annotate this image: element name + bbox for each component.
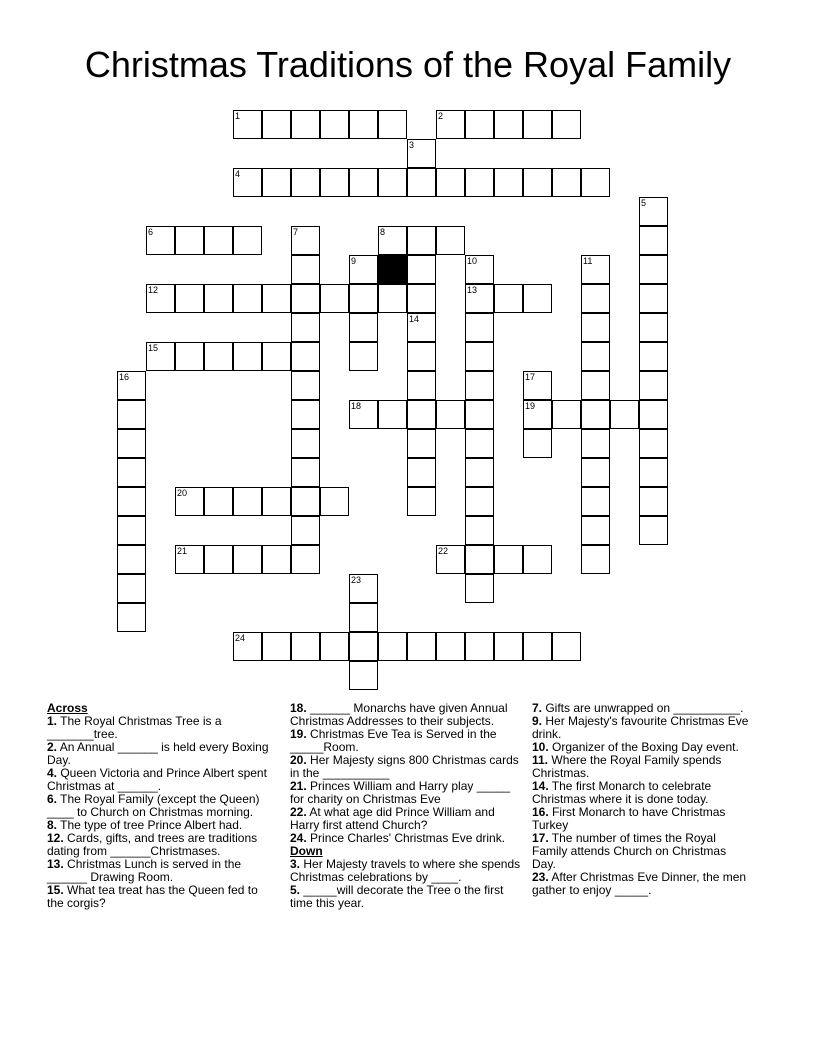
grid-cell[interactable] — [407, 226, 436, 255]
clue-text: _____will decorate the Tree o the first time this year. — [290, 883, 504, 910]
grid-cell[interactable] — [262, 168, 291, 197]
grid-cell[interactable] — [407, 139, 436, 168]
grid-cell[interactable] — [639, 516, 668, 545]
clue-number: 19 — [525, 401, 536, 411]
clue-number-label: 24. — [290, 831, 307, 845]
grid-cell[interactable] — [436, 632, 465, 661]
clues-column-2 — [290, 702, 524, 910]
grid-cell[interactable] — [494, 168, 523, 197]
grid-cell[interactable] — [552, 400, 581, 429]
grid-cell[interactable] — [465, 168, 494, 197]
clue-number-label: 18. — [290, 701, 307, 715]
clue-number-label: 22. — [290, 805, 307, 819]
grid-cell[interactable] — [552, 110, 581, 139]
grid-cell[interactable] — [175, 342, 204, 371]
grid-cell[interactable] — [349, 661, 378, 690]
clue-number: 16 — [119, 372, 130, 382]
grid-cell[interactable] — [117, 458, 146, 487]
grid-cell[interactable] — [581, 168, 610, 197]
grid-cell[interactable] — [262, 487, 291, 516]
grid-cell[interactable] — [233, 168, 262, 197]
clue-number: 21 — [177, 546, 188, 556]
grid-cell[interactable] — [639, 197, 668, 226]
clue-text: Prince Charles' Christmas Eve drink. — [306, 831, 506, 845]
grid-cell[interactable] — [349, 342, 378, 371]
grid-cell[interactable] — [407, 632, 436, 661]
grid-cell[interactable] — [465, 545, 494, 574]
grid-cell[interactable] — [204, 545, 233, 574]
grid-cell[interactable] — [320, 487, 349, 516]
clue-number-label: 10. — [532, 740, 549, 754]
down-clues-column-3 — [532, 702, 752, 897]
clue-item — [290, 754, 524, 780]
clue-item — [532, 780, 752, 806]
clue-number: 14 — [409, 314, 420, 324]
grid-cell[interactable] — [436, 226, 465, 255]
grid-cell[interactable] — [465, 574, 494, 603]
grid-cell[interactable] — [407, 284, 436, 313]
clue-number: 22 — [438, 546, 449, 556]
clue-item — [47, 767, 272, 793]
black-cell — [378, 255, 407, 284]
clue-text: The number of times the Royal Family attends Church on Christmas Day. — [532, 831, 727, 871]
clue-item — [290, 780, 524, 806]
grid-cell[interactable] — [523, 632, 552, 661]
grid-cell[interactable] — [639, 313, 668, 342]
grid-cell[interactable] — [117, 574, 146, 603]
grid-cell[interactable] — [233, 545, 262, 574]
grid-cell[interactable] — [465, 516, 494, 545]
grid-cell[interactable] — [291, 226, 320, 255]
grid-cell[interactable] — [523, 371, 552, 400]
clue-item — [47, 715, 272, 741]
clue-number: 20 — [177, 488, 188, 498]
grid-cell[interactable] — [465, 429, 494, 458]
clue-text: Christmas Eve Tea is Served in the _____Room. — [290, 727, 497, 754]
grid-cell[interactable] — [146, 284, 175, 313]
grid-cell[interactable] — [204, 284, 233, 313]
grid-cell[interactable] — [233, 632, 262, 661]
grid-cell[interactable] — [204, 487, 233, 516]
clue-text: Her Majesty signs 800 Christmas cards in the __________ — [290, 753, 519, 780]
clue-number: 11 — [583, 256, 593, 266]
grid-cell[interactable] — [233, 487, 262, 516]
grid-cell[interactable] — [117, 429, 146, 458]
grid-cell[interactable] — [320, 632, 349, 661]
grid-cell[interactable] — [407, 342, 436, 371]
grid-cell[interactable] — [465, 255, 494, 284]
grid-cell[interactable] — [378, 226, 407, 255]
grid-cell[interactable] — [146, 226, 175, 255]
grid-cell[interactable] — [407, 168, 436, 197]
clue-number: 6 — [148, 227, 154, 237]
grid-cell[interactable] — [204, 226, 233, 255]
grid-cell[interactable] — [262, 284, 291, 313]
clue-number: 8 — [380, 227, 386, 237]
grid-cell[interactable] — [349, 400, 378, 429]
clue-number-label: 19. — [290, 727, 307, 741]
grid-cell[interactable] — [262, 342, 291, 371]
clue-text: ______ Monarchs have given Annual Christmas Addresses to their subjects. — [290, 701, 508, 728]
grid-cell[interactable] — [291, 487, 320, 516]
grid-cell[interactable] — [117, 400, 146, 429]
clue-text: An Annual ______ is held every Boxing Day. — [47, 740, 269, 767]
grid-cell[interactable] — [349, 632, 378, 661]
grid-cell[interactable] — [378, 400, 407, 429]
grid-cell[interactable] — [117, 516, 146, 545]
clue-item — [47, 832, 272, 858]
clue-number-label: 23. — [532, 870, 549, 884]
grid-cell[interactable] — [639, 371, 668, 400]
clue-number: 24 — [235, 633, 246, 643]
clue-number-label: 6. — [47, 792, 58, 806]
grid-cell[interactable] — [465, 371, 494, 400]
clue-text: Organizer of the Boxing Day event. — [548, 740, 739, 754]
grid-cell[interactable] — [349, 313, 378, 342]
grid-cell[interactable] — [262, 110, 291, 139]
grid-cell[interactable] — [581, 371, 610, 400]
grid-cell[interactable] — [146, 342, 175, 371]
grid-cell[interactable] — [494, 110, 523, 139]
clue-item — [532, 715, 752, 741]
clue-item — [532, 806, 752, 832]
clue-text: Her Majesty travels to where she spends Christmas celebrations by ____. — [290, 857, 521, 884]
clue-number: 7 — [293, 227, 299, 237]
grid-cell[interactable] — [407, 458, 436, 487]
clue-item — [290, 884, 524, 910]
grid-cell[interactable] — [639, 255, 668, 284]
grid-cell[interactable] — [378, 110, 407, 139]
grid-cell[interactable] — [291, 429, 320, 458]
grid-cell[interactable] — [639, 226, 668, 255]
grid-cell[interactable] — [494, 284, 523, 313]
grid-cell[interactable] — [523, 545, 552, 574]
grid-cell[interactable] — [523, 168, 552, 197]
grid-cell[interactable] — [175, 226, 204, 255]
clue-number: 17 — [525, 372, 536, 382]
grid-cell[interactable] — [581, 487, 610, 516]
grid-cell[interactable] — [581, 458, 610, 487]
grid-cell[interactable] — [407, 400, 436, 429]
grid-cell[interactable] — [378, 284, 407, 313]
clue-number-label: 7. — [532, 701, 543, 715]
grid-cell[interactable] — [407, 371, 436, 400]
clue-item — [532, 754, 752, 780]
grid-cell[interactable] — [320, 110, 349, 139]
clue-number-label: 2. — [47, 740, 58, 754]
grid-cell[interactable] — [291, 313, 320, 342]
grid-cell[interactable] — [465, 110, 494, 139]
clue-number: 12 — [148, 285, 159, 295]
grid-cell[interactable] — [639, 400, 668, 429]
clue-text: Gifts are unwrapped on __________. — [542, 701, 744, 715]
grid-cell[interactable] — [494, 632, 523, 661]
clue-text: Queen Victoria and Prince Albert spent Christmas at ______. — [47, 766, 267, 793]
grid-cell[interactable] — [436, 545, 465, 574]
grid-cell[interactable] — [581, 400, 610, 429]
grid-cell[interactable] — [233, 110, 262, 139]
clue-number-label: 17. — [532, 831, 549, 845]
clue-number-label: 5. — [290, 883, 301, 897]
grid-cell[interactable] — [291, 516, 320, 545]
grid-cell[interactable] — [291, 284, 320, 313]
grid-cell[interactable] — [349, 110, 378, 139]
grid-cell[interactable] — [291, 545, 320, 574]
grid-cell[interactable] — [262, 545, 291, 574]
clue-text: First Monarch to have Christmas Turkey — [532, 805, 726, 832]
clue-item — [532, 871, 752, 897]
grid-cell[interactable] — [320, 168, 349, 197]
grid-cell[interactable] — [407, 255, 436, 284]
grid-cell[interactable] — [436, 168, 465, 197]
grid-cell[interactable] — [349, 255, 378, 284]
clue-text: At what age did Prince William and Harry first attend Church? — [290, 805, 495, 832]
grid-cell[interactable] — [552, 168, 581, 197]
grid-cell[interactable] — [639, 487, 668, 516]
across-clues-column-1 — [47, 702, 272, 910]
grid-cell[interactable] — [639, 342, 668, 371]
grid-cell[interactable] — [117, 487, 146, 516]
grid-cell[interactable] — [610, 400, 639, 429]
grid-cell[interactable] — [581, 255, 610, 284]
grid-cell[interactable] — [204, 342, 233, 371]
clue-number: 15 — [148, 343, 159, 353]
clue-number: 10 — [467, 256, 478, 266]
clue-item — [47, 858, 272, 884]
clue-item — [290, 858, 524, 884]
clue-text: After Christmas Eve Dinner, the men gather to enjoy _____. — [532, 870, 747, 897]
grid-cell[interactable] — [465, 400, 494, 429]
grid-cell[interactable] — [465, 342, 494, 371]
clue-text: Christmas Lunch is served in the ______ Drawing Room. — [47, 857, 242, 884]
grid-cell[interactable] — [581, 516, 610, 545]
grid-cell[interactable] — [581, 313, 610, 342]
grid-cell[interactable] — [233, 284, 262, 313]
clue-item — [290, 806, 524, 832]
grid-cell[interactable] — [291, 371, 320, 400]
grid-cell[interactable] — [349, 603, 378, 632]
grid-cell[interactable] — [291, 255, 320, 284]
clue-number-label: 1. — [47, 714, 58, 728]
clue-number-label: 16. — [532, 805, 549, 819]
grid-cell[interactable] — [117, 371, 146, 400]
grid-cell[interactable] — [175, 545, 204, 574]
grid-cell[interactable] — [552, 632, 581, 661]
grid-cell[interactable] — [175, 487, 204, 516]
grid-cell[interactable] — [639, 284, 668, 313]
grid-cell[interactable] — [436, 110, 465, 139]
clue-number-label: 3. — [290, 857, 301, 871]
clue-text: The Royal Family (except the Queen) ____ to Church on Christmas morning. — [47, 792, 260, 819]
grid-cell[interactable] — [291, 168, 320, 197]
grid-cell[interactable] — [378, 632, 407, 661]
grid-cell[interactable] — [407, 487, 436, 516]
grid-cell[interactable] — [349, 574, 378, 603]
puzzle-title: Christmas Traditions of the Royal Family — [84, 44, 732, 85]
grid-cell[interactable] — [465, 284, 494, 313]
clue-number: 18 — [351, 401, 362, 411]
grid-cell[interactable] — [581, 545, 610, 574]
clue-text: The type of tree Prince Albert had. — [57, 818, 243, 832]
clue-number-label: 13. — [47, 857, 64, 871]
clue-text: What tea treat has the Queen fed to the corgis? — [47, 883, 258, 910]
clue-number: 2 — [438, 111, 444, 121]
clue-number-label: 14. — [532, 779, 549, 793]
clue-item — [290, 702, 524, 728]
grid-cell[interactable] — [291, 458, 320, 487]
grid-cell[interactable] — [233, 342, 262, 371]
clue-number: 9 — [351, 256, 357, 266]
grid-cell[interactable] — [639, 458, 668, 487]
clue-item — [290, 832, 524, 845]
grid-cell[interactable] — [320, 284, 349, 313]
clue-text: Princes William and Harry play _____ for charity on Christmas Eve — [290, 779, 511, 806]
clue-text: Her Majesty's favourite Christmas Eve drink. — [532, 714, 749, 741]
clue-number-label: 12. — [47, 831, 64, 845]
grid-cell[interactable] — [378, 168, 407, 197]
grid-cell[interactable] — [349, 284, 378, 313]
grid-cell[interactable] — [523, 400, 552, 429]
grid-cell[interactable] — [436, 400, 465, 429]
grid-cell[interactable] — [291, 632, 320, 661]
grid-cell[interactable] — [407, 429, 436, 458]
clue-number: 5 — [641, 198, 647, 208]
grid-cell[interactable] — [291, 342, 320, 371]
grid-cell[interactable] — [291, 110, 320, 139]
grid-cell[interactable] — [639, 429, 668, 458]
clue-number: 4 — [235, 169, 241, 179]
clue-item — [47, 741, 272, 767]
clue-number: 1 — [235, 111, 241, 121]
grid-cell[interactable] — [262, 632, 291, 661]
clue-number-label: 9. — [532, 714, 543, 728]
grid-cell[interactable] — [523, 429, 552, 458]
grid-cell[interactable] — [465, 458, 494, 487]
clue-text: Cards, gifts, and trees are traditions dating from ______Christmases. — [47, 831, 258, 858]
clue-number-label: 8. — [47, 818, 58, 832]
grid-cell[interactable] — [465, 632, 494, 661]
grid-cell[interactable] — [349, 168, 378, 197]
grid-cell[interactable] — [117, 603, 146, 632]
clue-item — [47, 793, 272, 819]
clue-number-label: 20. — [290, 753, 307, 767]
clue-item — [290, 728, 524, 754]
clue-number: 3 — [409, 140, 415, 150]
grid-cell[interactable] — [581, 429, 610, 458]
clue-number: 23 — [351, 575, 362, 585]
clue-item — [532, 832, 752, 871]
grid-cell[interactable] — [523, 110, 552, 139]
grid-cell[interactable] — [233, 226, 262, 255]
grid-cell[interactable] — [291, 400, 320, 429]
grid-cell[interactable] — [465, 313, 494, 342]
grid-cell[interactable] — [523, 284, 552, 313]
grid-cell[interactable] — [117, 545, 146, 574]
down-header: Down — [290, 844, 323, 858]
across-header: Across — [47, 701, 88, 715]
grid-cell[interactable] — [465, 487, 494, 516]
clue-number-label: 15. — [47, 883, 64, 897]
clue-number-label: 21. — [290, 779, 307, 793]
grid-cell[interactable] — [407, 313, 436, 342]
clue-text: The Royal Christmas Tree is a _______tree. — [47, 714, 222, 741]
clue-item — [47, 884, 272, 910]
grid-cell[interactable] — [581, 342, 610, 371]
clue-number-label: 4. — [47, 766, 58, 780]
clue-text: The first Monarch to celebrate Christmas where it is done today. — [532, 779, 712, 806]
grid-cell[interactable] — [581, 284, 610, 313]
grid-cell[interactable] — [175, 284, 204, 313]
clue-text: Where the Royal Family spends Christmas. — [532, 753, 722, 780]
clue-number: 13 — [467, 285, 478, 295]
clue-number-label: 11. — [532, 753, 549, 767]
grid-cell[interactable] — [494, 545, 523, 574]
